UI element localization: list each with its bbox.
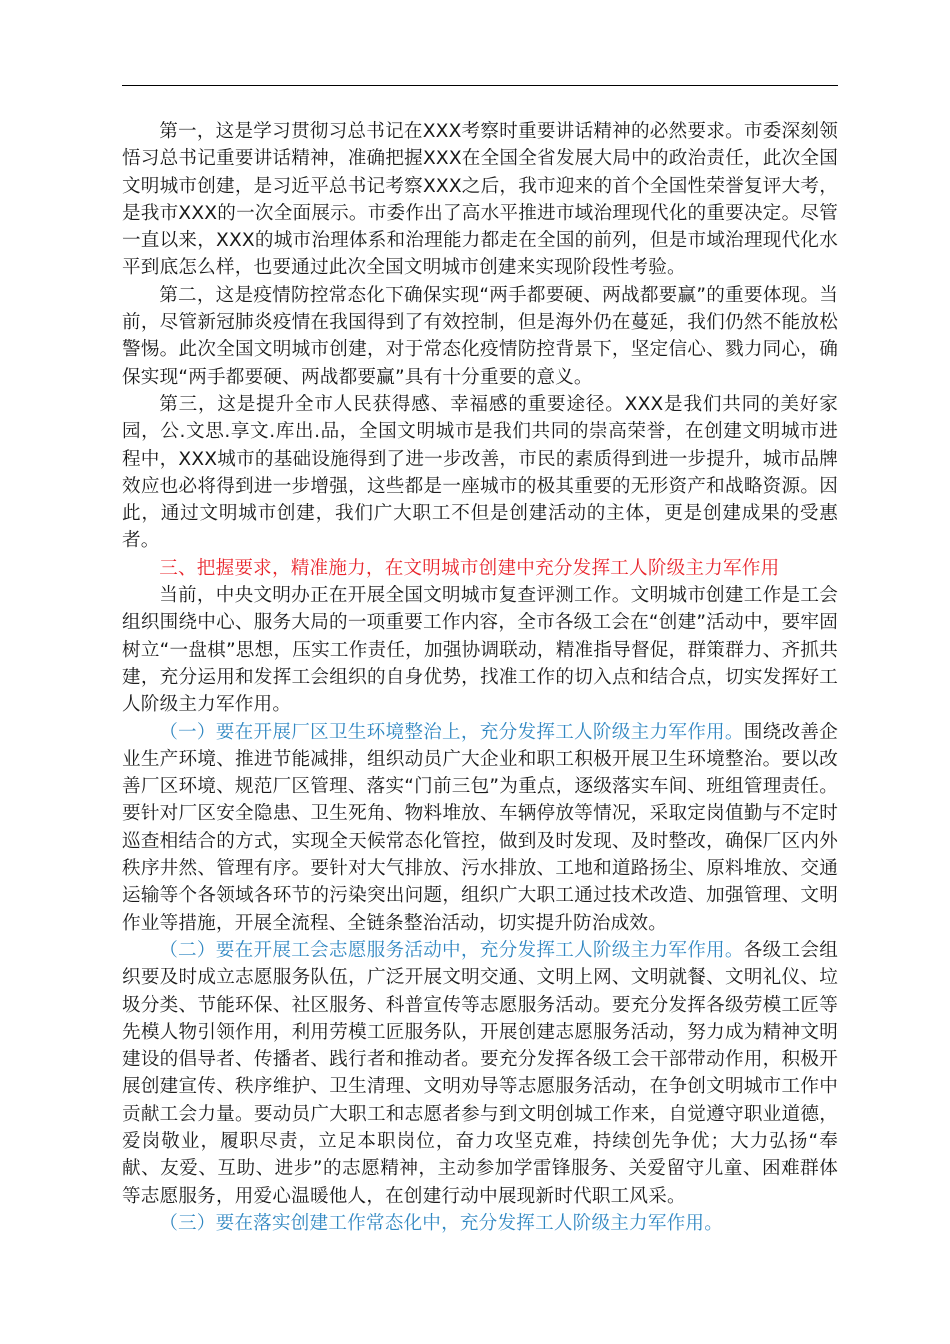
- section-heading-three: 三、把握要求，精准施力，在文明城市创建中充分发挥工人阶级主力军作用: [159, 557, 780, 579]
- subheading-three: （三）要在落实创建工作常态化中，充分发挥工人阶级主力军作用。: [159, 1212, 724, 1234]
- paragraph-sub-one-body: 围绕改善企业生产环境、推进节能减排，组织动员广大企业和职工积极开展卫生环境整治。要以改善厂区环境、规范厂区管理、落实“门前三包”为重点，逐级落实车间、班组管理责任。要针对厂区安全隐患、卫生死角、物料堆放、车辆停放等情况，采取定岗值勤与不定时巡查相结合的方式，实现全天候常态化管控，做到及时发现、及时整改，确保厂区内外秩序井然、管理有序。要针对大气排放、污水排放、工地和道路扬尘、原料堆放、交通运输等个各领域各环节的污染突出问题，组织广大职工通过技术改造、加强管理、文明作业等措施，开展全流程、全链条整治活动，切实提升防治成效。: [122, 721, 838, 934]
- header-rule: [122, 85, 838, 86]
- paragraph-sub-two-body: 各级工会组织要及时成立志愿服务队伍，广泛开展文明交通、文明上网、文明就餐、文明礼仪、垃圾分类、节能环保、社区服务、科普宣传等志愿服务活动。要充分发挥各级劳模工匠等先模人物引领作用，利用劳模工匠服务队，开展创建志愿服务活动，努力成为精神文明建设的倡导者、传播者、践行者和推动者。要充分发挥各级工会干部带动作用，积极开展创建宣传、秩序维护、卫生清理、文明劝导等志愿服务活动，在争创文明城市工作中贡献工会力量。要动员广大职工和志愿者参与到文明创城工作来，自觉遵守职业道德，爱岗敬业，履职尽责，立足本职岗位，奋力攻坚克难，持续创先争优；大力弘扬“奉献、友爱、互助、进步”的志愿精神，主动参加学雷锋服务、关爱留守儿童、困难群体等志愿服务，用爱心温暖他人，在创建行动中展现新时代职工风采。: [122, 939, 838, 1207]
- paragraph-sub-three: [122, 1210, 838, 1237]
- subheading-one: （一）要在开展厂区卫生环境整治上，充分发挥工人阶级主力军作用。: [159, 721, 744, 743]
- paragraph-first-reason: 第一，这是学习贯彻习总书记在XXX考察时重要讲话精神的必然要求。市委深刻领悟习总书记重要讲话精神，准确把握XXX在全国全省发展大局中的政治责任，此次全国文明城市创建，是习近平总书记考察XXX之后，我市迎来的首个全国性荣誉复评大考，是我市XXX的一次全面展示。市委作出了高水平推进市域治理现代化的重要决定。尽管一直以来，XXX的城市治理体系和治理能力都走在全国的前列，但是市域治理现代化水平到底怎么样，也要通过此次全国文明城市创建来实现阶段性考验。: [122, 121, 838, 279]
- paragraph-third-reason: 第三，这是提升全市人民获得感、幸福感的重要途径。XXX是我们共同的美好家园，公.文思.享文.库出.品，全国文明城市是我们共同的崇高荣誉，在创建文明城市进程中，XXX城市的基础设施得到了进一步改善，市民的素质得到进一步提升，城市品牌效应也必将得到进一步增强，这些都是一座城市的极其重要的无形资产和战略资源。因此，通过文明城市创建，我们广大职工不但是创建活动的主体，更是创建成果的受惠者。: [122, 393, 838, 552]
- paragraph-sub-two: [122, 937, 838, 1210]
- paragraph-second-reason: 第二，这是疫情防控常态化下确保实现“两手都要硬、两战都要赢”的重要体现。当前，尽管新冠肺炎疫情在我国得到了有效控制，但是海外仍在蔓延，我们仍然不能放松警惕。此次全国文明城市创建，对于常态化疫情防控背景下，坚定信心、戮力同心，确保实现“两手都要硬、两战都要赢”具有十分重要的意义。: [122, 284, 838, 388]
- paragraph-current-work: 当前，中央文明办正在开展全国文明城市复查评测工作。文明城市创建工作是工会组织围绕中心、服务大局的一项重要工作内容，全市各级工会在“创建”活动中，要牢固树立“一盘棋”思想，压实工作责任，加强协调联动，精准指导督促，群策群力、齐抓共建，充分运用和发挥工会组织的自身优势，找准工作的切入点和结合点，切实发挥好工人阶级主力军作用。: [122, 585, 838, 716]
- document-body: [122, 118, 838, 1237]
- subheading-two: （二）要在开展工会志愿服务活动中，充分发挥工人阶级主力军作用。: [159, 939, 744, 961]
- paragraph-sub-one: [122, 719, 838, 937]
